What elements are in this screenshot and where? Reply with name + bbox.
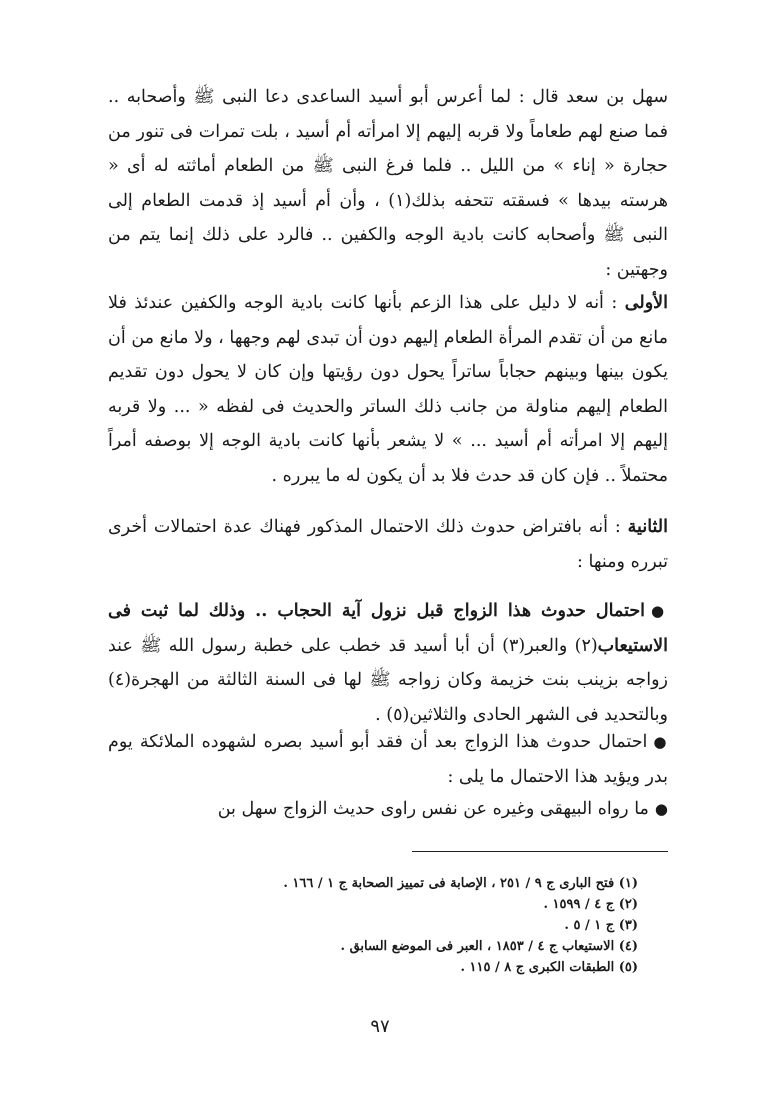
bullet-paragraph-blindness xyxy=(108,725,668,794)
footnote-item: (٥) الطبقات الكبرى ج ٨ / ١١٥ . xyxy=(460,960,638,975)
footnote-item: (٢) ج ٤ / ١٥٩٩ . xyxy=(543,897,638,912)
paragraph-text-wrapper xyxy=(108,725,668,794)
paragraph-text: (٢) والعبر(٣) أن أبا أسيد قد خطب على خطبة رسول الله ﷺ عند زواجه بزينب بنت خزيمة وكان زواجه ﷺ لها فى السنة الثالثة من الهجرة(٤) وبالتحديد فى الشهر الحادى والثلاثين(٥) . xyxy=(108,635,668,725)
paragraph-text-wrapper xyxy=(108,792,668,827)
footnote-divider xyxy=(412,851,668,852)
bullet-icon: ● xyxy=(653,733,668,751)
paragraph-text: : أنه لا دليل على هذا الزعم بأنها كانت بادية الوجه والكفين عندئذ فلا مانع من أن تقدم المرأة الطعام إليهم دون أن تبدى لهم وجهها ، ولا مانع من أن يكون بينها وبينهم حجاباً ساتراً يحول دون رؤيتها وإن كان لا يحول دون تقديم الطعام إليهم مناولة من جانب ذلك الساتر والحديث فى لفظه « ... ولا قربه إليهم إلا امرأته أم أسيد ... » لا يشعر بأنها كانت بادية الوجه إلا بوصفه أمراً محتملاً .. فإن كان قد حدث فلا بد أن يكون له ما يبرره . xyxy=(108,293,668,486)
footnote-item: (٤) الاستيعاب ج ٤ / ١٨٥٣ ، العبر فى الموضع السابق . xyxy=(340,939,638,954)
paragraph-text-wrapper xyxy=(108,594,668,732)
paragraph-opening xyxy=(108,80,668,287)
bullet-icon: ● xyxy=(654,800,668,818)
paragraph-first-point xyxy=(108,286,668,493)
bullet-paragraph-bayhaqi xyxy=(108,792,668,827)
paragraph-lead-second: الثانية xyxy=(627,517,668,537)
footnote-item: (٣) ج ١ / ٥ . xyxy=(564,918,638,933)
paragraph-text: سهل بن سعد قال : لما أعرس أبو أسيد الساعدى دعا النبى ﷺ وأصحابه .. فما صنع لهم طعاماً ولا قربه إليهم إلا امرأته أم أسيد ، بلت تمرات فى تنور من حجارة « إناء » من الليل .. فلما فرغ النبى ﷺ من الطعام أماثته له أى « هرسته بيدها » فسقته تتحفه بذلك(١) ، وأن أم أسيد إذ قدمت الطعام إلى النبى ﷺ وأصحابه كانت بادية الوجه والكفين .. فالرد على ذلك إنما يتم من وجهتين : xyxy=(108,87,668,280)
page-number: ٩٧ xyxy=(370,1016,390,1037)
paragraph-text: ما رواه البيهقى وغيره عن نفس راوى حديث الزواج سهل بن xyxy=(217,799,649,819)
footnotes xyxy=(108,873,638,978)
paragraph-bold-text: احتمال حدوث هذا الزواج قبل نزول آية الحجاب .. وذلك لما ثبت فى الاستيعاب xyxy=(108,601,668,656)
paragraph-second-point xyxy=(108,510,668,579)
bullet-paragraph-hijab xyxy=(108,594,668,732)
paragraph-text: : أنه بافتراض حدوث ذلك الاحتمال المذكور فهناك عدة احتمالات أخرى تبرره ومنها : xyxy=(108,517,668,572)
bullet-icon: ● xyxy=(651,602,668,620)
paragraph-text-wrapper xyxy=(108,510,668,579)
footnote-item: (١) فتح البارى ج ٩ / ٢٥١ ، الإصابة فى تمييز الصحابة ج ١ / ١٦٦ . xyxy=(283,876,638,891)
paragraph-text: احتمال حدوث هذا الزواج بعد أن فقد أبو أسيد بصره لشهوده الملائكة يوم بدر ويؤيد هذا الاحتمال ما يلى : xyxy=(108,732,668,787)
paragraph-text-wrapper xyxy=(108,286,668,493)
paragraph-lead-first: الأولى xyxy=(624,293,668,313)
